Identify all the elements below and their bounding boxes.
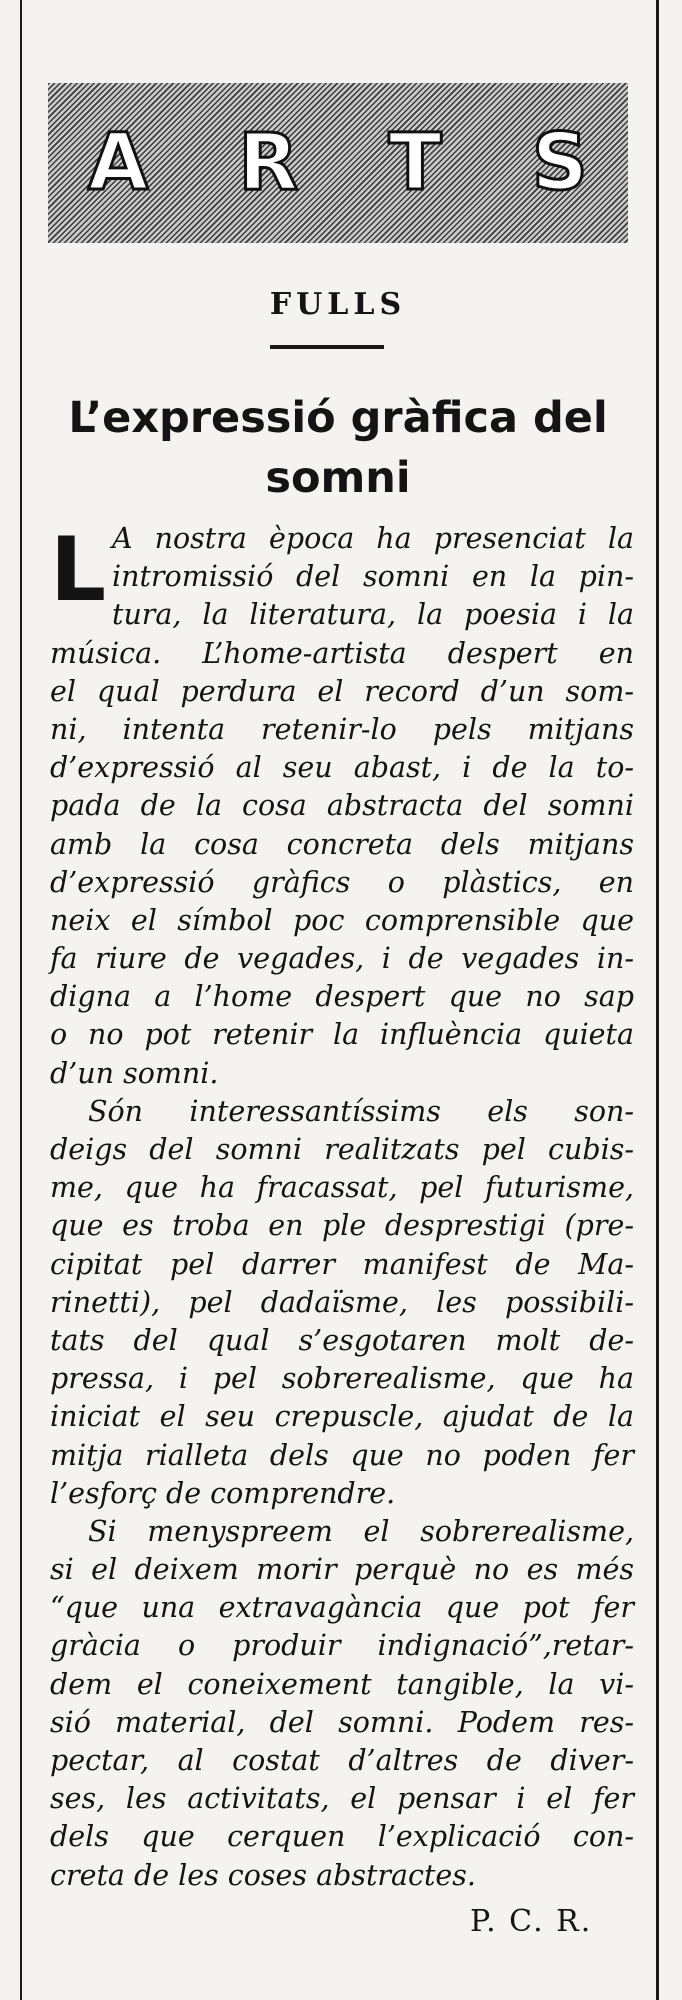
headline-line: L’expressió gràfica del: [68, 393, 608, 443]
arts-banner: [48, 83, 628, 243]
article-line: neix el símbol poc comprensible que: [50, 903, 634, 937]
article-line: tats del qual s’esgotaren molt de-: [50, 1323, 634, 1357]
article-line: el qual perdura el record d’un som-: [50, 674, 634, 708]
banner-letter: S: [531, 118, 588, 208]
article-body: [50, 520, 634, 1895]
article-line: me, que ha fracassat, pel futurisme,: [50, 1171, 634, 1205]
article-line: mitja rialleta dels que no poden fer: [50, 1438, 634, 1472]
article-line: pectar, al costat d’altres de diver-: [50, 1744, 634, 1777]
section-divider: [270, 345, 384, 349]
article-line: tura, la literatura, la poesia i la: [112, 598, 634, 632]
article-line: cipitat pel darrer manifest de Ma-: [50, 1247, 634, 1281]
article-line: Si menyspreem el sobrerealisme,: [88, 1514, 634, 1548]
article-line: ses, les activitats, el pensar i el fer: [50, 1782, 634, 1816]
headline-line: somni: [265, 453, 411, 503]
article-line: amb la cosa concreta dels mitjans: [50, 827, 634, 861]
article-line: o no pot retenir la influència quieta: [50, 1018, 634, 1052]
article-line: creta de les coses abstractes.: [50, 1858, 476, 1892]
banner-letter: A: [88, 118, 149, 208]
article-line: A nostra època ha presenciat la: [112, 522, 634, 555]
article-line: l’esforç de comprendre.: [50, 1476, 396, 1510]
column-rule-right: [656, 0, 659, 2000]
author-signature: P. C. R.: [470, 1904, 593, 1939]
banner-letter: T: [388, 118, 442, 208]
article-line: deigs del somni realitzats pel cubis-: [50, 1133, 634, 1166]
article-line: dem el coneixement tangible, la vi-: [50, 1667, 634, 1701]
article-line: d’expressió gràfics o plàstics, en: [50, 865, 634, 899]
article-line: si el deixem morir perquè no es més: [50, 1553, 634, 1587]
article-line: intromissió del somni en la pin-: [112, 560, 634, 594]
article-line: dels que cerquen l’explicació con-: [50, 1820, 634, 1854]
article-line: pada de la cosa abstracta del somni: [50, 789, 634, 823]
article-line: iniciat el seu crepuscle, ajudat de la: [50, 1400, 634, 1434]
article-line: sió material, del somni. Podem res-: [50, 1705, 634, 1739]
article-headline: [30, 388, 646, 508]
banner-letter: R: [238, 118, 299, 208]
article-line: música. L’home-artista despert en: [50, 636, 634, 670]
article-line: digna a l’home despert que no sap: [50, 980, 634, 1014]
article-line: d’expressió al seu abast, i de la to-: [50, 751, 634, 785]
article-line: rinetti), pel dadaïsme, les possibili-: [50, 1285, 634, 1319]
drop-cap: L: [50, 518, 107, 621]
article-line: “que una extravagància que pot fer: [50, 1591, 634, 1625]
article-line: que es troba en ple desprestigi (pre-: [50, 1209, 634, 1243]
article-line: d’un somni.: [50, 1056, 219, 1090]
article-line: fa riure de vegades, i de vegades in-: [50, 942, 634, 976]
article-line: ni, intenta retenir-lo pels mitjans: [50, 712, 634, 746]
article-line: Són interessantíssims els son-: [88, 1094, 634, 1128]
article-line: gràcia o produir indignació”,retar-: [50, 1629, 634, 1663]
article-line: pressa, i pel sobrerealisme, que ha: [50, 1362, 634, 1396]
section-label: FULLS: [269, 287, 407, 322]
